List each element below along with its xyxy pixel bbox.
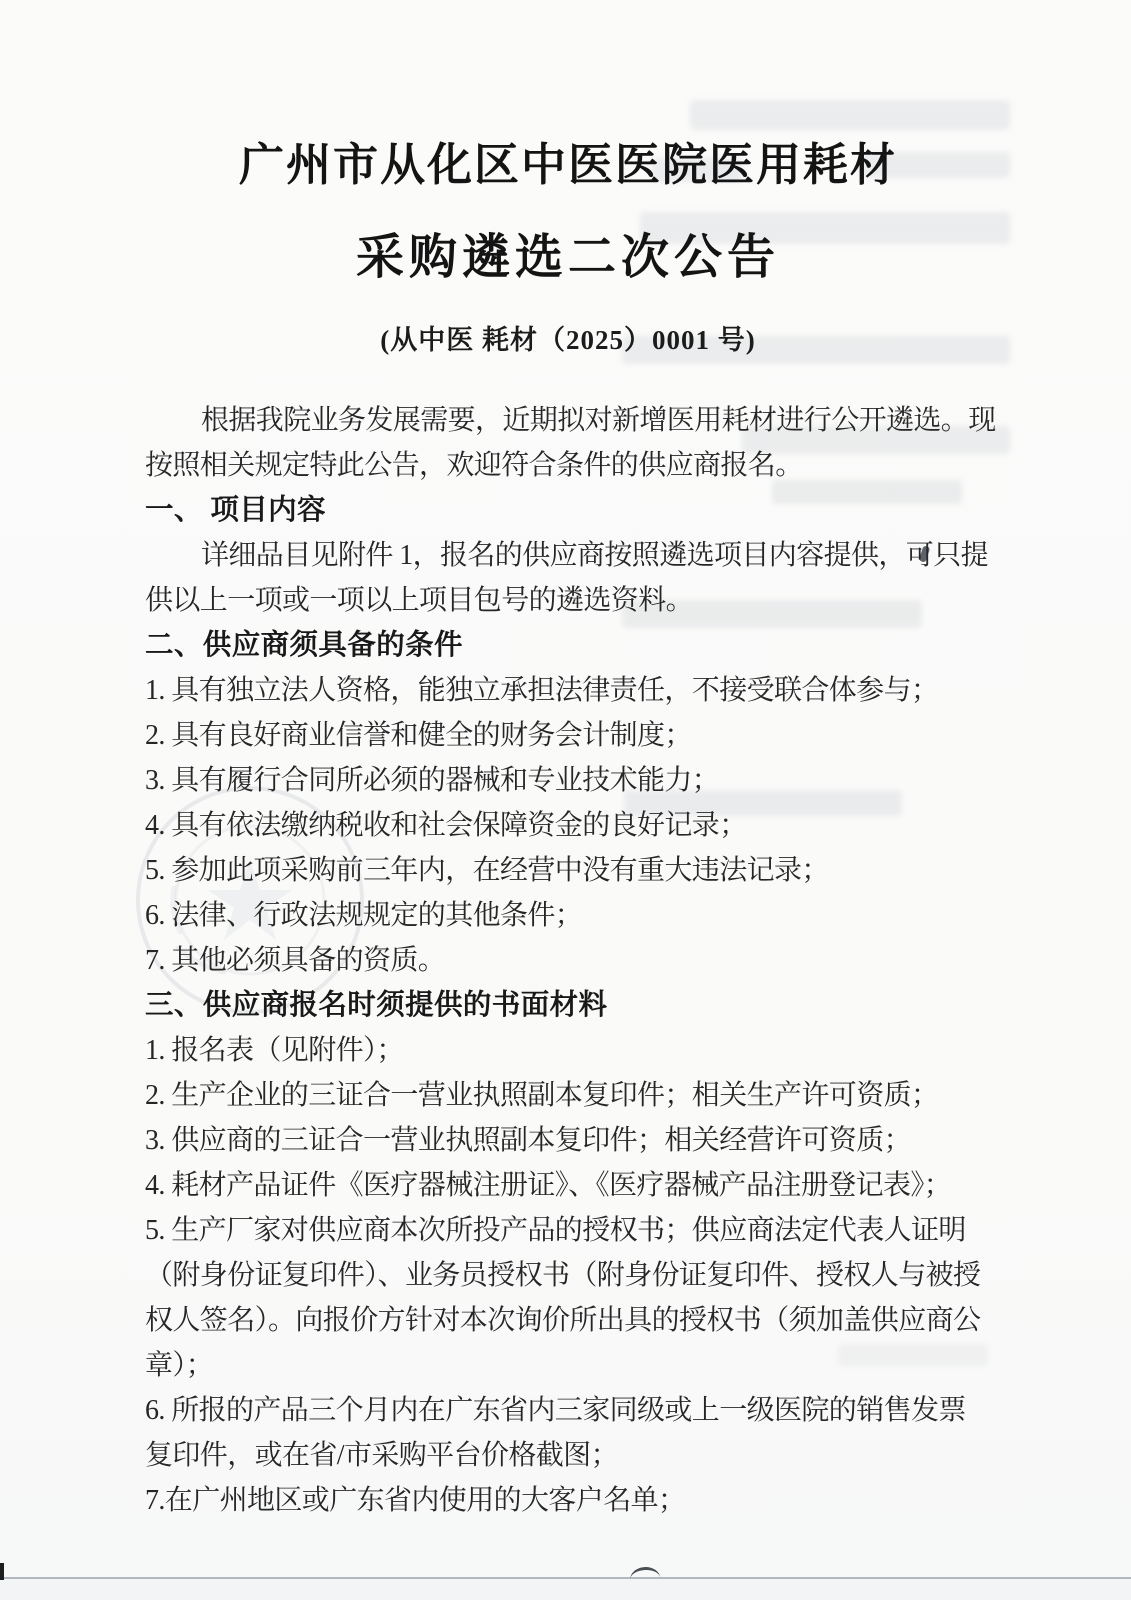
section-2-item-3: 3. 具有履行合同所必须的器械和专业技术能力；	[145, 765, 720, 796]
document-content	[145, 128, 996, 1523]
section-2-item-2: 2. 具有良好商业信誉和健全的财务会计制度；	[145, 720, 692, 751]
section-2-item-5: 5. 参加此项采购前三年内，在经营中没有重大违法记录；	[145, 855, 829, 886]
section-1-heading: 一、 项目内容	[145, 495, 326, 526]
section-3-item-5-line-4: 章）；	[145, 1350, 214, 1381]
intro-line-2: 按照相关规定特此公告，欢迎符合条件的供应商报名。	[145, 450, 803, 481]
section-3-item-6-line-2: 复印件，或在省/市采购平台价格截图；	[145, 1440, 618, 1471]
section-3-item-6-line-1: 6. 所报的产品三个月内在广东省内三家同级或上一级医院的销售发票	[145, 1395, 966, 1426]
section-3-item-4: 4. 耗材产品证件《医疗器械注册证》、《医疗器械产品注册登记表》；	[145, 1170, 952, 1201]
document-number: (从中医 耗材（2025）0001 号)	[380, 325, 756, 355]
section-1-line-1: 详细品目见附件 1，报名的供应商按照遴选项目内容提供，可只提	[201, 540, 989, 571]
scan-edge-margin	[0, 1579, 1131, 1600]
scan-edge-tick	[0, 1563, 4, 1580]
section-3-item-5-line-2: （附身份证复印件）、业务员授权书（附身份证复印件、授权人与被授	[145, 1260, 981, 1291]
section-2-item-7: 7. 其他必须具备的资质。	[145, 945, 446, 976]
section-3-item-5-line-1: 5. 生产厂家对供应商本次所投产品的授权书；供应商法定代表人证明	[145, 1215, 966, 1246]
section-3-item-5-line-3: 权人签名）。向报价方针对本次询价所出具的授权书（须加盖供应商公	[145, 1305, 981, 1336]
section-2-item-6: 6. 法律、行政法规规定的其他条件；	[145, 900, 583, 931]
section-3-item-7: 7.在广州地区或广东省内使用的大客户名单；	[145, 1485, 686, 1516]
intro-line-1: 根据我院业务发展需要，近期拟对新增医用耗材进行公开遴选。现	[201, 405, 996, 436]
section-3-item-2: 2. 生产企业的三证合一营业执照副本复印件；相关生产许可资质；	[145, 1080, 939, 1111]
document-body	[145, 398, 996, 1523]
section-3-item-3: 3. 供应商的三证合一营业执照副本复印件；相关经营许可资质；	[145, 1125, 912, 1156]
section-1-line-2: 供以上一项或一项以上项目包号的遴选资料。	[145, 585, 694, 616]
section-3-item-1: 1. 报名表（见附件）；	[145, 1035, 404, 1066]
section-2-item-1: 1. 具有独立法人资格，能独立承担法律责任，不接受联合体参与；	[145, 675, 939, 706]
pen-squiggle-artifact	[630, 1566, 661, 1581]
section-2-item-4: 4. 具有依法缴纳税收和社会保障资金的良好记录；	[145, 810, 747, 841]
section-3-heading: 三、供应商报名时须提供的书面材料	[145, 990, 608, 1021]
bleed-through-artifact	[690, 100, 1010, 130]
document-title-line2: 采购遴选二次公告	[355, 231, 780, 284]
section-2-heading: 二、供应商须具备的条件	[145, 630, 463, 661]
document-title-line1: 广州市从化区中医医院医用耗材	[238, 139, 897, 190]
